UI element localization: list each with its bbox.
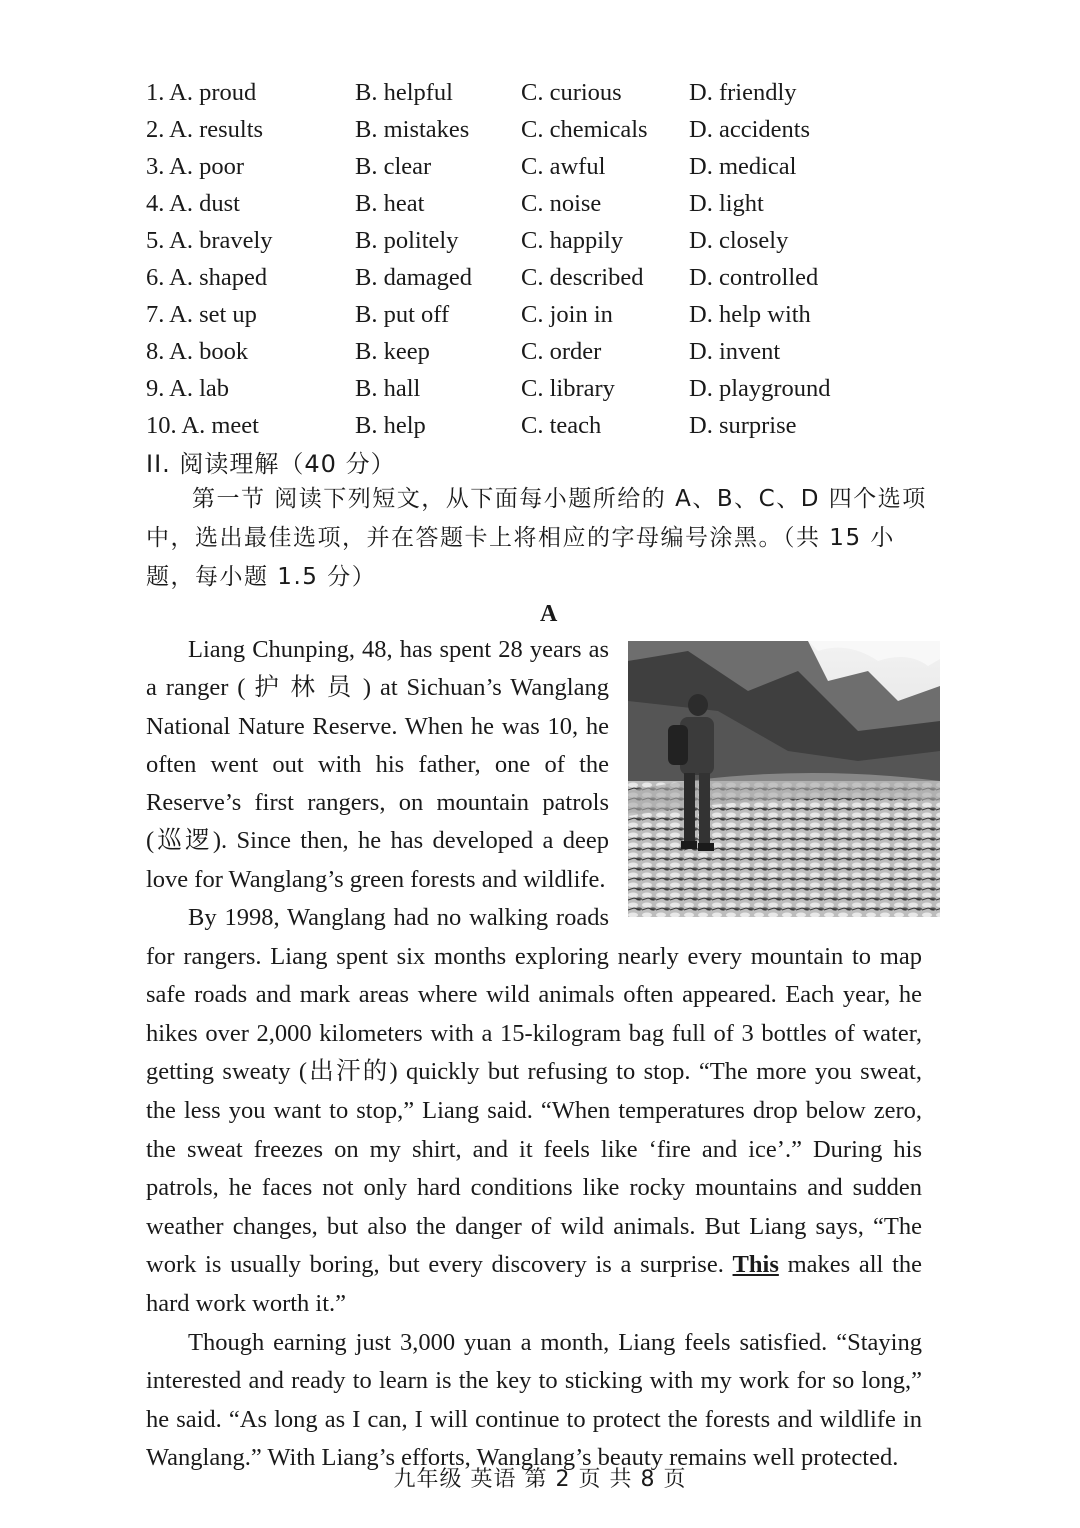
option-a: 3. A. poor bbox=[146, 153, 244, 180]
passage-paragraph-1 bbox=[146, 631, 609, 899]
option-d: D. accidents bbox=[689, 116, 811, 143]
option-row bbox=[146, 185, 946, 222]
option-b: B. clear bbox=[355, 153, 432, 180]
paragraph-2-end: makes all the hard work worth it.” bbox=[146, 1251, 923, 1317]
option-row bbox=[146, 296, 946, 333]
option-row bbox=[146, 333, 946, 370]
option-c: C. teach bbox=[521, 412, 602, 439]
option-a: 6. A. shaped bbox=[146, 264, 268, 291]
option-row bbox=[146, 370, 946, 407]
option-row bbox=[146, 222, 946, 259]
option-b: B. help bbox=[355, 412, 426, 439]
option-b: B. put off bbox=[355, 301, 450, 328]
mountain-scene-image bbox=[628, 641, 940, 917]
option-a: 8. A. book bbox=[146, 338, 249, 365]
page-footer: 九年级 英语 第 2 页 共 8 页 bbox=[393, 1467, 687, 1492]
option-d: D. invent bbox=[689, 338, 781, 365]
option-a: 2. A. results bbox=[146, 116, 264, 143]
option-b: B. keep bbox=[355, 338, 430, 365]
underlined-word-this: This bbox=[732, 1251, 779, 1279]
passage-label: A bbox=[540, 601, 558, 627]
option-b: B. hall bbox=[355, 375, 421, 402]
option-c: C. described bbox=[521, 264, 644, 291]
option-b: B. heat bbox=[355, 190, 425, 217]
option-row bbox=[146, 259, 946, 296]
option-a: 1. A. proud bbox=[146, 79, 257, 106]
option-d: D. closely bbox=[689, 227, 789, 254]
section-title: II. 阅读理解（40 分） bbox=[146, 450, 396, 478]
option-a: 9. A. lab bbox=[146, 375, 230, 402]
option-c: C. order bbox=[521, 338, 602, 365]
paragraph-1-text: Liang Chunping, 48, has spent 28 years as a ranger ( 护 林 员 ) at Sichuan’s Wanglang National Nature Reserve. When he was 10, he often went out with his father, one of the Reserve’s first rangers, on mountain patrols (巡逻). Since then, he has developed a deep love for Wanglang’s green forests and wildlife. bbox=[146, 636, 609, 893]
paragraph-2-text: for rangers. Liang spent six months exploring nearly every mountain to map safe roads and mark areas where wild animals often appeared. Each year, he hikes over 2,000 kilometers with a 15-kilogram bag full of 3 bottles of water, getting sweaty (出汗的) quickly but refusing to stop. “The more you sweat, the less you want to stop,” Liang said. “When temperatures drop below zero, the sweat freezes on my shirt, and it feels like ‘fire and ice’.” During his patrols, he faces not only hard conditions like rocky mountains and sudden weather changes, but also the danger of wild animals. But Liang says, “The work is usually boring, but every discovery is a surprise. bbox=[146, 942, 922, 1279]
option-c: C. join in bbox=[521, 301, 613, 328]
option-c: C. library bbox=[521, 375, 615, 402]
option-d: D. playground bbox=[689, 375, 831, 402]
option-c: C. happily bbox=[521, 227, 624, 254]
option-c: C. curious bbox=[521, 79, 622, 106]
option-a: 7. A. set up bbox=[146, 301, 257, 328]
paragraph-2-first-line: By 1998, Wanglang had no walking roads bbox=[188, 904, 609, 931]
option-b: B. helpful bbox=[355, 79, 453, 106]
passage-paragraphs-2-3 bbox=[146, 899, 922, 1478]
option-d: D. friendly bbox=[689, 79, 797, 106]
option-b: B. politely bbox=[355, 227, 459, 254]
option-d: D. controlled bbox=[689, 264, 819, 291]
option-b: B. mistakes bbox=[355, 116, 470, 143]
ranger-photo bbox=[628, 641, 940, 917]
cloze-options-table bbox=[146, 74, 946, 444]
paragraph-3: Though earning just 3,000 yuan a month, Liang feels satisfied. “Staying interested and ready to learn is the key to sticking with my work for so long,” he said. “As long as I can, I will continue to protect the forests and wildlife in Wanglang.” With Liang’s efforts, Wanglang’s beauty remains well protected. bbox=[146, 1328, 922, 1472]
option-a: 5. A. bravely bbox=[146, 227, 273, 254]
option-c: C. noise bbox=[521, 190, 602, 217]
option-a: 4. A. dust bbox=[146, 190, 240, 217]
option-c: C. chemicals bbox=[521, 116, 648, 143]
option-d: D. light bbox=[689, 190, 764, 217]
option-b: B. damaged bbox=[355, 264, 473, 291]
option-row bbox=[146, 407, 946, 444]
option-row bbox=[146, 111, 946, 148]
option-d: D. surprise bbox=[689, 412, 797, 439]
option-c: C. awful bbox=[521, 153, 606, 180]
option-d: D. medical bbox=[689, 153, 797, 180]
option-a: 10. A. meet bbox=[146, 412, 259, 439]
option-row bbox=[146, 148, 946, 185]
section-instructions: 第一节 阅读下列短文，从下面每小题所给的 A、B、C、D 四个选项中，选出最佳选项，并在答题卡上将相应的字母编号涂黑。（共 15 小题，每小题 1.5 分） bbox=[146, 486, 927, 590]
paragraph-2 bbox=[146, 899, 922, 1324]
option-d: D. help with bbox=[689, 301, 811, 328]
option-row bbox=[146, 74, 946, 111]
